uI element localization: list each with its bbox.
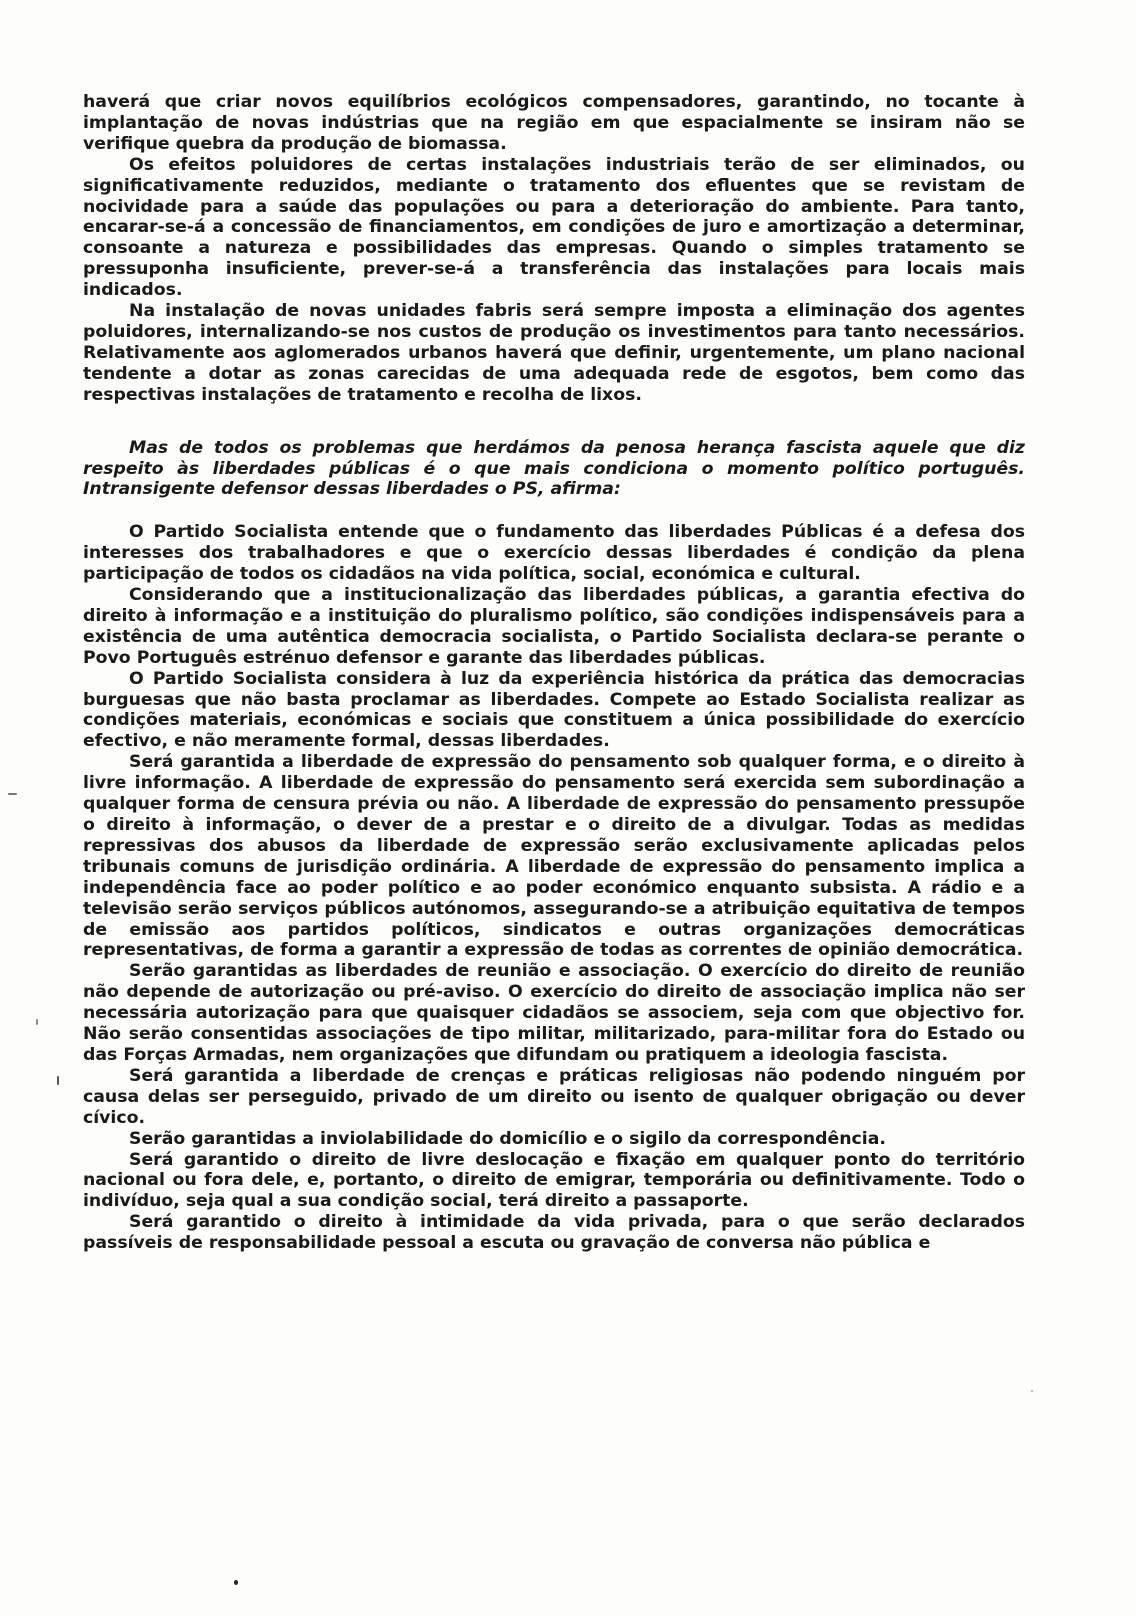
scan-speck	[234, 1580, 238, 1585]
scan-speck	[8, 793, 17, 795]
paragraph-freedom-of-expression: Será garantida a liberdade de expressão do pensamento sob qualquer forma, e o direito à livre informação. A liberdade de expressão do pensamento será exercida sem subordinação a qualquer forma de censura prévia ou não. A liberdade de expressão do pensamento pressupõe o direito à informação, o dever de a prestar e o direito de a divulgar. Todas as medidas repressivas dos abusos da liberdade de expressão serão exclusivamente aplicadas pelos tribunais comuns de jurisdição ordinária. A liberdade de expressão do pensamento implica a independência face ao poder político e ao poder económico enquanto subsista. A rádio e a televisão serão serviços públicos autónomos, assegurando-se a atribuição equitativa de tempos de emissão aos partidos políticos, sindicatos e outras organizações democráticas representativas, de forma a garantir a expressão de todas as correntes de opinião democrática.	[83, 752, 1025, 961]
scan-speck	[36, 1019, 38, 1025]
scan-speck	[1031, 1390, 1033, 1392]
paragraph-historical-experience: O Partido Socialista considera à luz da experiência histórica da prática das democracias burguesas que não basta proclamar as liberdades. Compete ao Estado Socialista realizar as condições materiais, económicas e sociais que constituem a única possibilidade do exercício efectivo, e não meramente formal, dessas liberdades.	[83, 668, 1025, 752]
paragraph-domicile-correspondence: Serão garantidas a inviolabilidade do domicílio e o sigilo da correspondência.	[129, 1128, 886, 1149]
paragraph-private-life: Será garantido o direito à intimidade da vida privada, para o que serão declarados passíveis de responsabilidade pessoal a escuta ou gravação de conversa não pública e	[83, 1212, 1025, 1254]
intro-public-liberties: Mas de todos os problemas que herdámos da penosa herança fascista aquele que diz respeito às liberdades públicas é o que mais condiciona o momento político português. Intransigente defensor dessas liberdades o PS, afirma:	[83, 437, 1025, 500]
paragraph-ecological-balance: haverá que criar novos equilíbrios ecológicos compensadores, garantindo, no tocante à implantação de novas indústrias que na região em que espacialmente se insiram não se verifique quebra da produção de biomassa.	[83, 92, 1025, 154]
paragraph-institutionalization: Considerando que a institucionalização das liberdades públicas, a garantia efectiva do direito à informação e a instituição do pluralismo político, são condições indispensáveis para a existência de uma autêntica democracia socialista, o Partido Socialista declara-se perante o Povo Português estrénuo defensor e garante das liberdades públicas.	[83, 585, 1025, 668]
paragraph-polluting-effects: Os efeitos poluidores de certas instalações industriais terão de ser eliminados, ou significativamente reduzidos, mediante o tratamento dos efluentes que se revistam de nocividade para a saúde das populações ou para a deterioração do ambiente. Para tanto, encarar-se-á a concessão de financiamentos, em condições de juro e amortização a determinar, consoante a natureza e possibilidades das empresas. Quando o simples tratamento se pressuponha insuficiente, prever-se-á a transferência das instalações para locais mais indicados.	[83, 154, 1025, 301]
paragraph-religious-freedom: Será garantida a liberdade de crenças e práticas religiosas não podendo ninguém por causa delas ser perseguido, privado de um direito ou isento de qualquer obrigação ou dever cívico.	[83, 1065, 1025, 1128]
scan-speck	[57, 1076, 59, 1085]
paragraph-new-factories: Na instalação de novas unidades fabris será sempre imposta a eliminação dos agentes poluidores, internalizando-se nos custos de produção os investimentos para tanto necessários. Relativamente aos aglomerados urbanos haverá que definir, urgentemente, um plano nacional tendente a dotar as zonas carecidas de uma adequada rede de esgotos, bem como das respectivas instalações de tratamento e recolha de lixos.	[83, 301, 1025, 405]
paragraph-free-movement: Será garantido o direito de livre deslocação e fixação em qualquer ponto do território nacional ou fora dele, e, portanto, o direito de emigrar, temporária ou definitivamente. Todo o indivíduo, seja qual a sua condição social, terá direito a passaporte.	[83, 1149, 1025, 1212]
document-body	[83, 92, 1025, 1254]
paragraph-liberties-foundation: O Partido Socialista entende que o fundamento das liberdades Públicas é a defesa dos interesses dos trabalhadores e que o exercício dessas liberdades é condição da plena participação de todos os cidadãos na vida política, social, económica e cultural.	[83, 522, 1025, 585]
paragraph-assembly-association: Serão garantidas as liberdades de reunião e associação. O exercício do direito de reunião não depende de autorização ou pré-aviso. O exercício do direito de associação implica não ser necessária autorização para que quaisquer cidadãos se associem, seja com que objectivo for. Não serão consentidas associações de tipo militar, militarizado, para-militar fora do Estado ou das Forças Armadas, nem organizações que difundam ou pratiquem a ideologia fascista.	[83, 961, 1025, 1065]
